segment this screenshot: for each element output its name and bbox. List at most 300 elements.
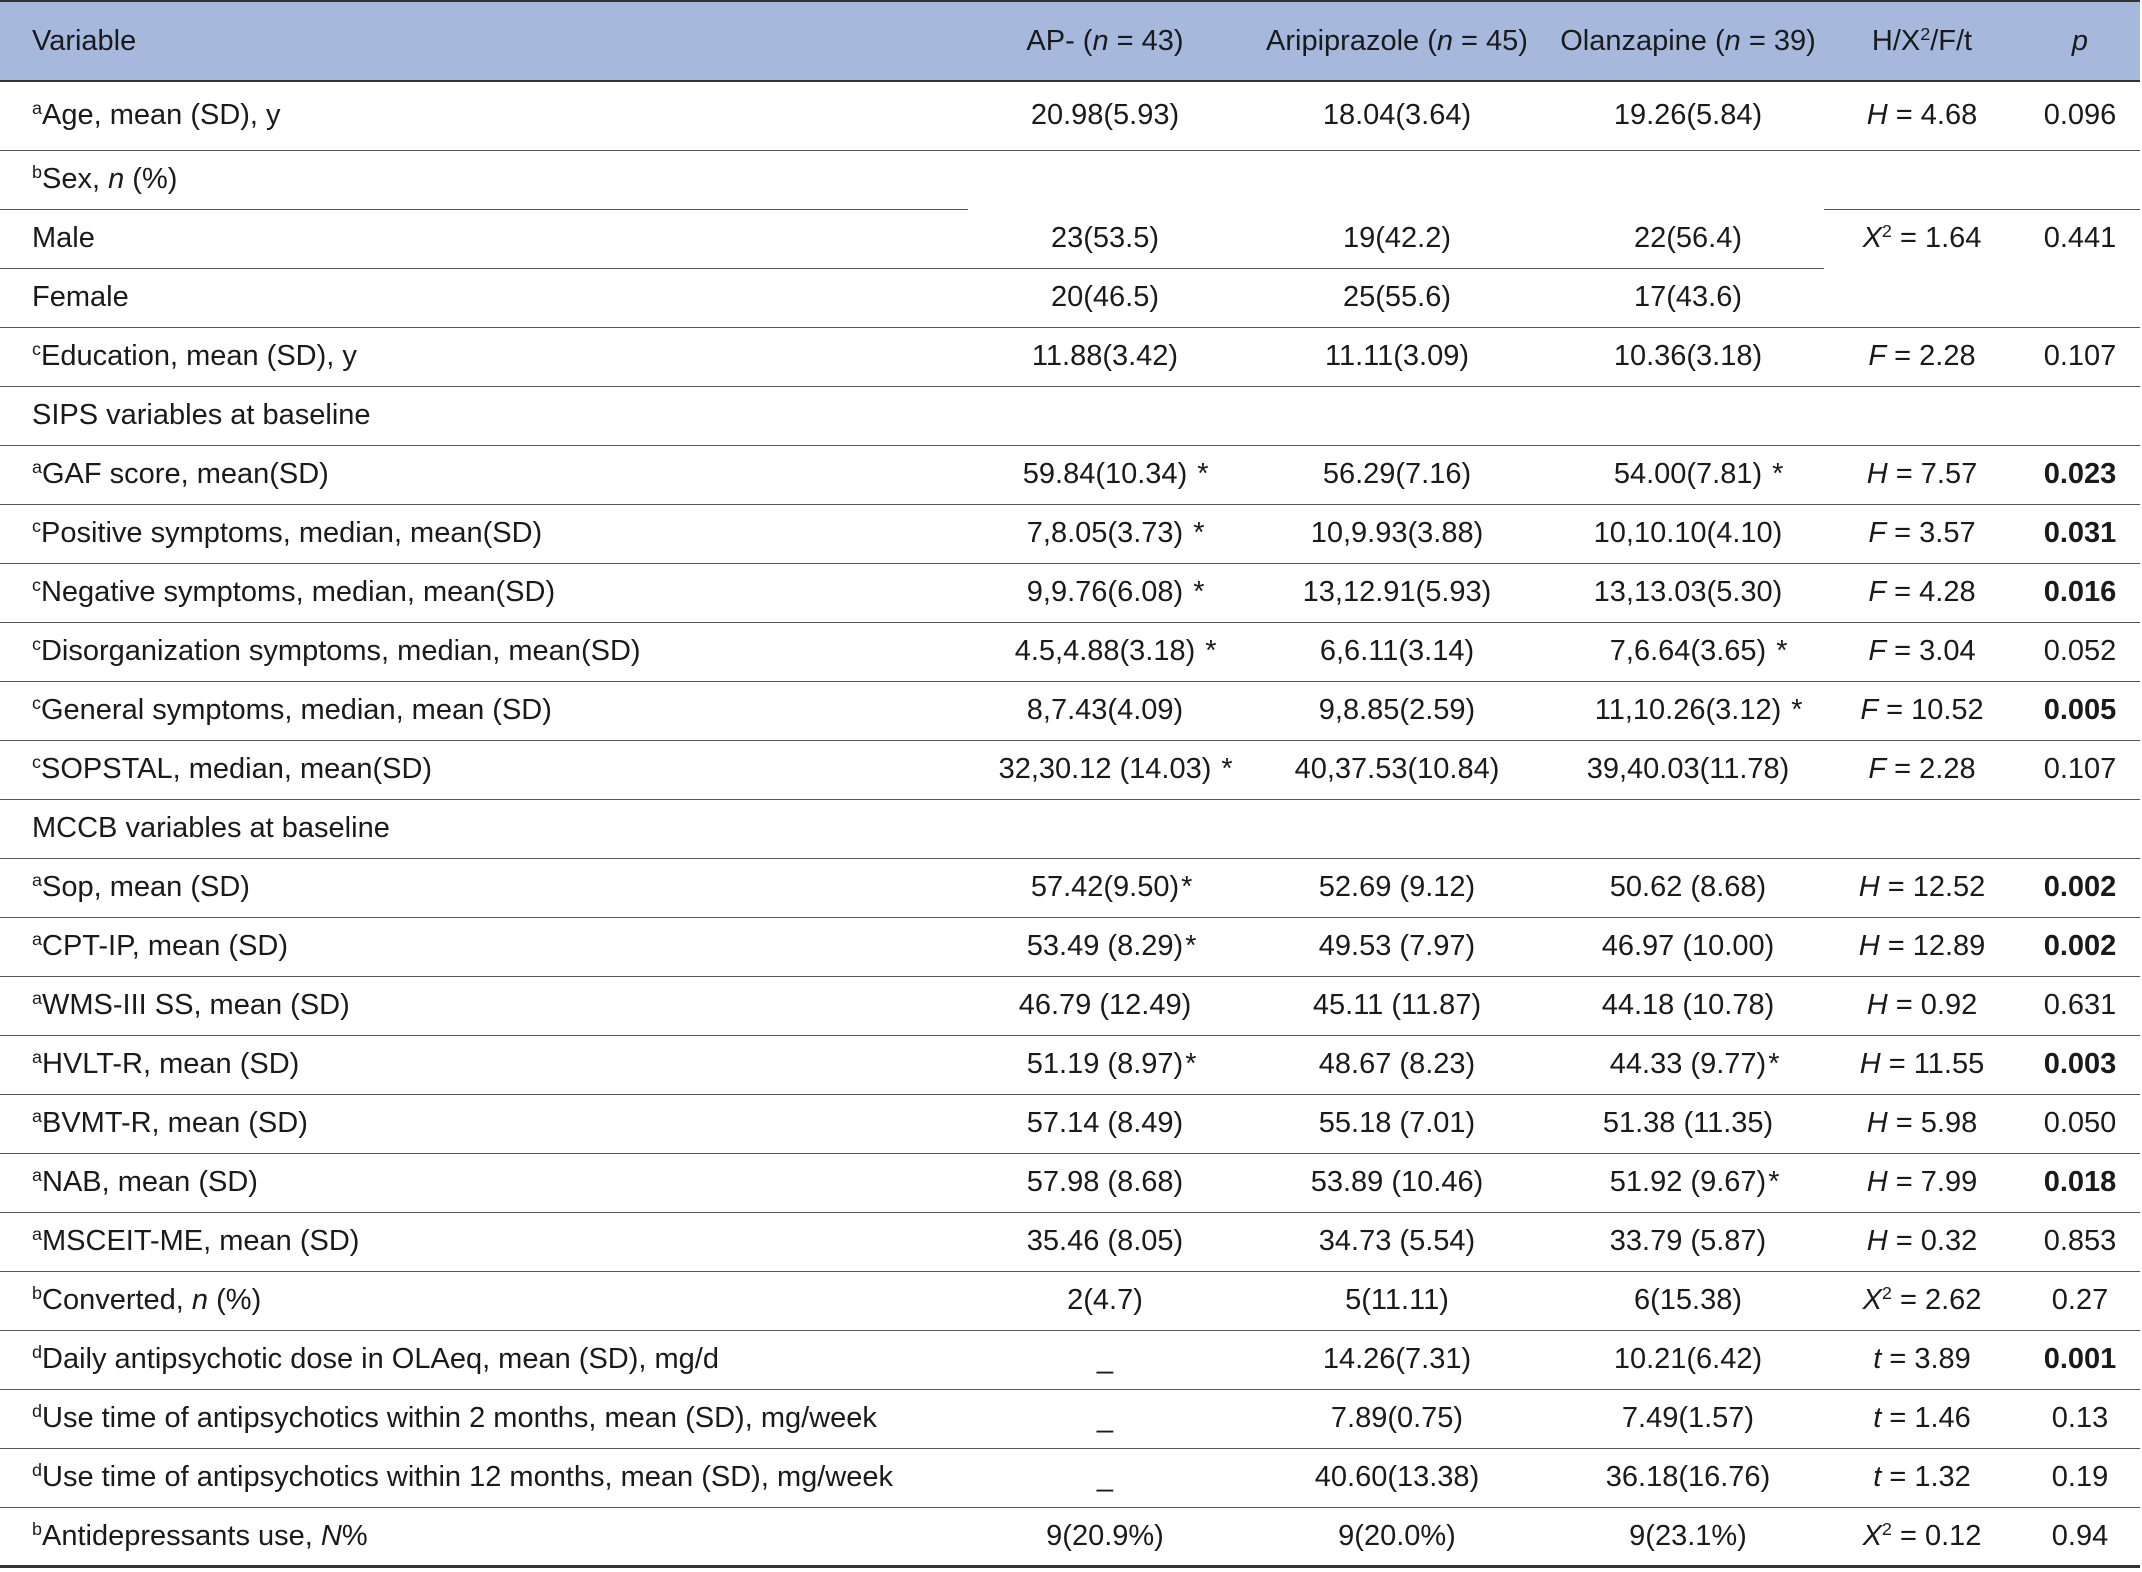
aripiprazole-cell-text: 18.04(3.64) xyxy=(1322,99,1472,132)
aripiprazole-cell-text: 13,12.91(5.93) xyxy=(1302,576,1492,608)
table-row xyxy=(0,504,2140,563)
statistic-symbol: H xyxy=(1866,99,1888,132)
ap-minus-cell xyxy=(968,386,1242,445)
table-row xyxy=(0,1094,2140,1153)
variable-label: Antidepressants use, xyxy=(42,1519,321,1552)
table-row xyxy=(0,209,2140,268)
ap-minus-cell-text: 59.84(10.34) xyxy=(1022,458,1188,490)
significance-star: * xyxy=(1776,635,1788,667)
statistic-value: = 1.32 xyxy=(1881,1461,1971,1493)
olanzapine-cell-wrap xyxy=(1587,753,1790,786)
p-value-cell xyxy=(2020,386,2140,445)
ap-minus-cell xyxy=(968,1330,1242,1389)
table-row xyxy=(0,917,2140,976)
ap-minus-cell xyxy=(968,327,1242,386)
p-value-cell: 0.001 xyxy=(2020,1330,2140,1389)
statistic-cell xyxy=(1824,1389,2020,1448)
ap-minus-cell-text: 4.5,4.88(3.18) xyxy=(1014,635,1196,667)
olanzapine-cell-wrap xyxy=(1594,576,1783,609)
ap-minus-cell-text: 9,9.76(6.08) xyxy=(1026,576,1184,608)
statistic-cell xyxy=(1824,917,2020,976)
aripiprazole-cell-text: 53.89 (10.46) xyxy=(1310,1166,1484,1198)
ap-minus-cell-wrap xyxy=(1026,1048,1197,1081)
variable-cell xyxy=(0,740,968,799)
statistic-value: = 3.04 xyxy=(1886,635,1976,667)
aripiprazole-cell xyxy=(1242,1212,1552,1271)
table-row xyxy=(0,445,2140,504)
aripiprazole-cell xyxy=(1242,1271,1552,1330)
p-value-cell: 0.003 xyxy=(2020,1035,2140,1094)
olanzapine-cell-text: 51.38 (11.35) xyxy=(1602,1107,1774,1139)
variable-cell xyxy=(0,1389,968,1448)
variable-cell xyxy=(0,976,968,1035)
p-value-cell: 0.050 xyxy=(2020,1094,2140,1153)
statistic-symbol: X xyxy=(1862,1284,1882,1316)
variable-cell xyxy=(0,268,968,327)
statistic-cell xyxy=(1824,563,2020,622)
ap-minus-cell xyxy=(968,1153,1242,1212)
aripiprazole-cell xyxy=(1242,1448,1552,1507)
ap-minus-cell-wrap xyxy=(1030,871,1193,904)
header-statistic: $H/X^2/F/t$ xyxy=(1824,1,2020,81)
ap-minus-cell-wrap xyxy=(1067,1284,1143,1317)
footnote-marker: a xyxy=(32,1165,42,1186)
variable-label: Disorganization symptoms, median, mean(SD) xyxy=(40,635,641,667)
aripiprazole-cell xyxy=(1242,1153,1552,1212)
variable-label: Education, mean (SD), y xyxy=(40,340,357,372)
p-value-cell: 0.631 xyxy=(2020,976,2140,1035)
aripiprazole-cell xyxy=(1242,1094,1552,1153)
ap-minus-cell-wrap xyxy=(1097,1402,1113,1435)
p-value-cell: 0.441 xyxy=(2043,222,2117,255)
statistic-symbol: H xyxy=(1866,1107,1888,1139)
ap-minus-cell-text: _ xyxy=(1096,1343,1114,1375)
olanzapine-cell-text: 10,10.10(4.10) xyxy=(1593,517,1783,549)
variable-label-tail: (%) xyxy=(124,163,178,195)
statistic-symbol: t xyxy=(1873,1402,1882,1434)
aripiprazole-cell-wrap xyxy=(1295,753,1500,786)
p-value-cell xyxy=(2020,799,2140,858)
statistic-symbol: F xyxy=(1868,517,1887,549)
aripiprazole-cell-wrap xyxy=(1313,989,1481,1022)
statistic-cell xyxy=(1824,799,2020,858)
olanzapine-cell-text: 50.62 (8.68) xyxy=(1609,871,1767,903)
aripiprazole-cell-text: 9,8.85(2.59) xyxy=(1318,694,1476,726)
statistic-symbol: H xyxy=(1866,1225,1888,1257)
ap-minus-cell-wrap xyxy=(1051,222,1159,255)
ap-minus-cell xyxy=(968,1035,1242,1094)
ap-minus-cell xyxy=(968,81,1242,150)
statistic-symbol: t xyxy=(1873,1461,1882,1493)
table-row xyxy=(0,1035,2140,1094)
ap-minus-cell-text: 51.19 (8.97) xyxy=(1026,1048,1184,1080)
statistic-cell xyxy=(1824,1271,2020,1330)
variable-label: CPT-IP, mean (SD) xyxy=(42,930,289,962)
variable-label: WMS-III SS, mean (SD) xyxy=(42,989,350,1021)
p-value-cell: 0.27 xyxy=(2020,1271,2140,1330)
aripiprazole-cell xyxy=(1242,1330,1552,1389)
variable-label: General symptoms, median, mean (SD) xyxy=(40,694,552,726)
ap-minus-cell-text: 35.46 (8.05) xyxy=(1026,1225,1184,1257)
statistic-superscript: 2 xyxy=(1881,1283,1892,1304)
aripiprazole-cell-text: 48.67 (8.23) xyxy=(1318,1048,1476,1080)
statistic-symbol: H xyxy=(1866,989,1888,1021)
significance-star: * xyxy=(1197,458,1209,490)
variable-cell xyxy=(0,1507,968,1566)
variable-cell xyxy=(0,386,968,445)
p-value-cell: 0.13 xyxy=(2020,1389,2140,1448)
table-row xyxy=(0,1448,2140,1507)
footnote-marker: a xyxy=(32,929,42,950)
statistic-cell xyxy=(1824,327,2020,386)
ap-minus-cell xyxy=(968,1507,1242,1566)
ap-minus-cell-text: 11.88(3.42) xyxy=(1031,340,1179,372)
p-value-cell: 0.19 xyxy=(2020,1448,2140,1507)
variable-cell xyxy=(0,150,968,209)
ap-minus-cell xyxy=(968,858,1242,917)
ap-minus-cell-wrap xyxy=(1022,458,1209,491)
statistic-value: = 2.28 xyxy=(1886,340,1976,372)
p-value-cell: 0.052 xyxy=(2020,622,2140,681)
aripiprazole-cell-wrap xyxy=(1343,281,1451,314)
olanzapine-cell xyxy=(1552,858,1824,917)
olanzapine-cell xyxy=(1552,150,1824,209)
table-row xyxy=(0,1507,2140,1566)
p-value-cell: 0.002 xyxy=(2020,858,2140,917)
olanzapine-cell-wrap xyxy=(1614,340,1762,373)
ap-minus-cell-wrap xyxy=(998,753,1233,786)
ap-minus-cell-text: 46.79 (12.49) xyxy=(1018,989,1192,1021)
olanzapine-cell-wrap xyxy=(1613,458,1784,491)
aripiprazole-cell xyxy=(1242,268,1552,327)
aripiprazole-cell xyxy=(1242,976,1552,1035)
significance-star: * xyxy=(1772,458,1784,490)
statistic-cell xyxy=(1824,1507,2020,1566)
olanzapine-cell-text: 6(15.38) xyxy=(1633,1284,1742,1316)
ap-minus-cell-wrap xyxy=(1026,576,1205,609)
aripiprazole-cell-text: 45.11 (11.87) xyxy=(1312,989,1482,1021)
variable-cell xyxy=(0,1153,968,1212)
statistic-cell xyxy=(1824,1094,2020,1153)
statistic-value: = 4.28 xyxy=(1886,576,1976,608)
variable-label: Female xyxy=(32,281,129,313)
table-row xyxy=(0,622,2140,681)
aripiprazole-cell-wrap xyxy=(1343,222,1451,255)
aripiprazole-cell xyxy=(1242,1389,1552,1448)
aripiprazole-cell xyxy=(1242,209,1552,268)
footnote-marker: d xyxy=(32,1460,42,1481)
variable-label: Use time of antipsychotics within 12 months, mean (SD), mg/week xyxy=(42,1461,893,1493)
significance-star: * xyxy=(1185,1048,1197,1080)
ap-minus-cell xyxy=(968,1448,1242,1507)
olanzapine-cell xyxy=(1552,622,1824,681)
p-value-cell: 0.853 xyxy=(2020,1212,2140,1271)
p-value-cell xyxy=(2020,268,2140,327)
table-header xyxy=(0,1,2140,81)
statistic-symbol: F xyxy=(1868,340,1887,372)
ap-minus-cell xyxy=(968,799,1242,858)
footnote-marker: c xyxy=(32,516,41,537)
olanzapine-cell xyxy=(1552,81,1824,150)
ap-minus-cell xyxy=(968,504,1242,563)
aripiprazole-cell-text: 49.53 (7.97) xyxy=(1318,930,1476,962)
aripiprazole-cell xyxy=(1242,504,1552,563)
olanzapine-cell-text: 39,40.03(11.78) xyxy=(1586,753,1790,785)
olanzapine-cell-text: 33.79 (5.87) xyxy=(1609,1225,1767,1257)
ap-minus-cell-text: 53.49 (8.29) xyxy=(1026,930,1184,962)
ap-minus-cell-wrap xyxy=(1027,694,1183,727)
table-row xyxy=(0,386,2140,445)
p-value-cell: 0.023 xyxy=(2020,445,2140,504)
aripiprazole-cell-wrap xyxy=(1319,1225,1475,1258)
olanzapine-cell-wrap xyxy=(1634,281,1742,314)
olanzapine-cell xyxy=(1552,1094,1824,1153)
aripiprazole-cell-wrap xyxy=(1323,1343,1471,1376)
table-row xyxy=(0,681,2140,740)
statistic-value: = 2.62 xyxy=(1891,1284,1982,1316)
p-value-cell: 0.107 xyxy=(2020,327,2140,386)
statistic-cell xyxy=(1824,268,2020,327)
statistic-value: = 10.52 xyxy=(1878,694,1984,726)
variable-cell xyxy=(0,1448,968,1507)
aripiprazole-cell xyxy=(1242,327,1552,386)
variable-label: Sex, xyxy=(42,163,109,195)
statistic-value: = 4.68 xyxy=(1887,99,1978,132)
variable-label: HVLT-R, mean (SD) xyxy=(42,1048,300,1080)
header-p-value: p xyxy=(2020,1,2140,81)
ap-minus-cell xyxy=(968,740,1242,799)
olanzapine-cell xyxy=(1552,445,1824,504)
p-value-cell xyxy=(2020,150,2140,209)
footnote-marker: c xyxy=(32,634,41,655)
variable-label: Positive symptoms, median, mean(SD) xyxy=(40,517,543,549)
aripiprazole-cell-wrap xyxy=(1315,1461,1479,1494)
statistic-value: = 1.46 xyxy=(1881,1402,1971,1434)
statistic-symbol: H xyxy=(1858,871,1880,903)
variable-label: Negative symptoms, median, mean(SD) xyxy=(40,576,556,608)
statistic-cell xyxy=(1824,445,2020,504)
p-value-cell: 0.031 xyxy=(2020,504,2140,563)
footnote-marker: a xyxy=(32,988,42,1009)
aripiprazole-cell-wrap xyxy=(1319,694,1475,727)
ap-minus-cell xyxy=(968,209,1242,268)
variable-cell xyxy=(0,1330,968,1389)
statistic-symbol: F xyxy=(1860,694,1879,726)
olanzapine-cell xyxy=(1552,504,1824,563)
statistic-value: = 11.55 xyxy=(1880,1048,1985,1080)
footnote-marker: c xyxy=(32,575,41,596)
olanzapine-cell-text: 44.33 (9.77) xyxy=(1609,1048,1767,1080)
ap-minus-cell-wrap xyxy=(1014,635,1217,668)
variable-cell xyxy=(0,799,968,858)
statistic-value: = 3.89 xyxy=(1881,1343,1971,1375)
table-row xyxy=(0,1153,2140,1212)
aripiprazole-cell-text: 14.26(7.31) xyxy=(1322,1343,1472,1375)
aripiprazole-cell xyxy=(1242,917,1552,976)
significance-star: * xyxy=(1181,871,1193,903)
aripiprazole-cell-wrap xyxy=(1319,930,1475,963)
variable-label-italic: n xyxy=(191,1284,209,1316)
olanzapine-cell xyxy=(1552,1330,1824,1389)
variable-cell xyxy=(0,1094,968,1153)
olanzapine-cell-wrap xyxy=(1614,99,1762,132)
olanzapine-cell-wrap xyxy=(1614,1343,1762,1376)
olanzapine-cell-text: 36.18(16.76) xyxy=(1605,1461,1771,1493)
statistic-cell xyxy=(1824,622,2020,681)
olanzapine-cell xyxy=(1552,799,1824,858)
statistic-cell xyxy=(1824,681,2020,740)
significance-star: * xyxy=(1221,753,1233,785)
aripiprazole-cell-text: 10,9.93(3.88) xyxy=(1310,517,1484,549)
footnote-marker: a xyxy=(32,1047,42,1068)
table-row xyxy=(0,1330,2140,1389)
header-row xyxy=(0,1,2140,81)
variable-label: BVMT-R, mean (SD) xyxy=(42,1107,308,1139)
p-value-cell: 0.016 xyxy=(2020,563,2140,622)
aripiprazole-cell xyxy=(1242,386,1552,445)
p-value-cell: 0.005 xyxy=(2020,681,2140,740)
olanzapine-cell-text: 9(23.1%) xyxy=(1629,1519,1747,1552)
footnote-marker: a xyxy=(32,870,42,891)
footnote-marker: d xyxy=(32,1342,42,1363)
footnote-marker: a xyxy=(32,1224,42,1245)
aripiprazole-cell-wrap xyxy=(1338,1520,1456,1553)
variable-label: MSCEIT-ME, mean (SD) xyxy=(42,1225,360,1257)
statistic-symbol: H xyxy=(1866,458,1888,490)
olanzapine-cell-wrap xyxy=(1609,1166,1780,1199)
footnote-marker: c xyxy=(32,752,41,773)
statistic-superscript: 2 xyxy=(1881,221,1892,242)
ap-minus-cell-text: 32,30.12 (14.03) xyxy=(998,753,1212,785)
table-row xyxy=(0,81,2140,150)
ap-minus-cell xyxy=(968,622,1242,681)
statistic-value: = 7.99 xyxy=(1887,1166,1978,1198)
aripiprazole-cell xyxy=(1242,81,1552,150)
aripiprazole-cell-text: 55.18 (7.01) xyxy=(1318,1107,1476,1139)
variable-label: SIPS variables at baseline xyxy=(32,399,371,431)
footnote-marker: c xyxy=(32,339,41,360)
aripiprazole-cell-wrap xyxy=(1319,1048,1475,1081)
aripiprazole-cell xyxy=(1242,681,1552,740)
statistic-symbol: H xyxy=(1858,930,1880,962)
statistic-value: = 0.32 xyxy=(1887,1225,1978,1257)
ap-minus-cell-text: 57.42(9.50) xyxy=(1030,871,1180,903)
ap-minus-cell-text: 20(46.5) xyxy=(1050,281,1159,313)
aripiprazole-cell-wrap xyxy=(1319,1107,1475,1140)
aripiprazole-cell xyxy=(1242,563,1552,622)
footnote-marker: d xyxy=(32,1401,42,1422)
variable-label: SOPSTAL, median, mean(SD) xyxy=(40,753,433,785)
aripiprazole-cell-text: 7.89(0.75) xyxy=(1330,1402,1464,1434)
significance-star: * xyxy=(1768,1166,1780,1198)
ap-minus-cell-wrap xyxy=(1027,1225,1183,1258)
aripiprazole-cell-text: 5(11.11) xyxy=(1345,1284,1449,1316)
statistic-symbol: H xyxy=(1866,1166,1888,1198)
variable-cell xyxy=(0,1212,968,1271)
significance-star: * xyxy=(1193,576,1205,608)
statistic-cell xyxy=(1824,976,2020,1035)
aripiprazole-cell-wrap xyxy=(1303,576,1492,609)
ap-minus-cell-text: 23(53.5) xyxy=(1050,221,1159,254)
ap-minus-cell-wrap xyxy=(1051,281,1159,314)
aripiprazole-cell-wrap xyxy=(1320,635,1474,668)
ap-minus-cell-wrap xyxy=(1032,340,1178,373)
footnote-marker: b xyxy=(32,1518,42,1539)
table-row xyxy=(0,563,2140,622)
aripiprazole-cell-text: 52.69 (9.12) xyxy=(1318,871,1476,903)
header-variable: Variable xyxy=(0,1,968,81)
header-olanzapine: Olanzapine (n = 39) xyxy=(1552,1,1824,81)
variable-cell xyxy=(0,445,968,504)
statistic-value: = 1.64 xyxy=(1891,222,1982,255)
aripiprazole-cell xyxy=(1242,622,1552,681)
aripiprazole-cell xyxy=(1242,445,1552,504)
olanzapine-cell xyxy=(1552,563,1824,622)
olanzapine-cell-wrap xyxy=(1622,1402,1754,1435)
olanzapine-cell-wrap xyxy=(1610,1225,1766,1258)
statistic-value: = 0.92 xyxy=(1887,989,1978,1021)
ap-minus-cell-text: 7,8.05(3.73) xyxy=(1026,517,1184,549)
variable-label: GAF score, mean(SD) xyxy=(42,458,329,490)
ap-minus-cell-text: 8,7.43(4.09) xyxy=(1026,694,1184,726)
aripiprazole-cell-wrap xyxy=(1323,458,1471,491)
p-value-cell: 0.94 xyxy=(2020,1507,2140,1566)
aripiprazole-cell-text: 40,37.53(10.84) xyxy=(1294,753,1500,785)
ap-minus-cell xyxy=(968,1271,1242,1330)
header-aripiprazole: Aripiprazole (n = 45) xyxy=(1242,1,1552,81)
aripiprazole-cell-text: 11.11(3.09) xyxy=(1324,340,1470,372)
olanzapine-cell xyxy=(1552,327,1824,386)
olanzapine-cell-wrap xyxy=(1606,1461,1770,1494)
table-row xyxy=(0,268,2140,327)
ap-minus-cell-text: 20.98(5.93) xyxy=(1030,99,1180,132)
statistic-cell xyxy=(1824,1035,2020,1094)
ap-minus-cell xyxy=(968,1389,1242,1448)
olanzapine-cell-wrap xyxy=(1594,517,1783,550)
aripiprazole-cell xyxy=(1242,1035,1552,1094)
variable-label: Male xyxy=(32,222,95,254)
statistic-value: = 5.98 xyxy=(1887,1107,1978,1139)
olanzapine-cell-text: 54.00(7.81) xyxy=(1613,458,1763,490)
significance-star: * xyxy=(1185,930,1197,962)
statistic-cell xyxy=(1824,81,2020,150)
statistic-value: = 12.89 xyxy=(1879,930,1986,962)
p-value-cell: 0.107 xyxy=(2020,740,2140,799)
variable-label: Daily antipsychotic dose in OLAeq, mean (SD), mg/d xyxy=(42,1343,719,1375)
olanzapine-cell-text: 19.26(5.84) xyxy=(1613,99,1763,132)
variable-cell xyxy=(0,327,968,386)
variable-label-italic: n xyxy=(108,163,125,195)
statistic-symbol: F xyxy=(1868,635,1887,667)
aripiprazole-cell-wrap xyxy=(1325,340,1469,373)
footnote-marker: a xyxy=(32,98,42,119)
ap-minus-cell xyxy=(968,976,1242,1035)
table-row xyxy=(0,858,2140,917)
olanzapine-cell-wrap xyxy=(1634,222,1742,255)
olanzapine-cell-wrap xyxy=(1609,635,1788,668)
statistic-value: = 0.12 xyxy=(1891,1519,1982,1552)
ap-minus-cell-wrap xyxy=(1027,1166,1183,1199)
variable-cell xyxy=(0,622,968,681)
olanzapine-cell-wrap xyxy=(1602,930,1775,963)
table-row xyxy=(0,976,2140,1035)
ap-minus-cell-wrap xyxy=(1097,1461,1113,1494)
olanzapine-cell xyxy=(1552,917,1824,976)
p-value-cell: 0.018 xyxy=(2020,1153,2140,1212)
ap-minus-cell-wrap xyxy=(1026,517,1205,550)
significance-star: * xyxy=(1768,1048,1780,1080)
olanzapine-cell-wrap xyxy=(1634,1284,1742,1317)
